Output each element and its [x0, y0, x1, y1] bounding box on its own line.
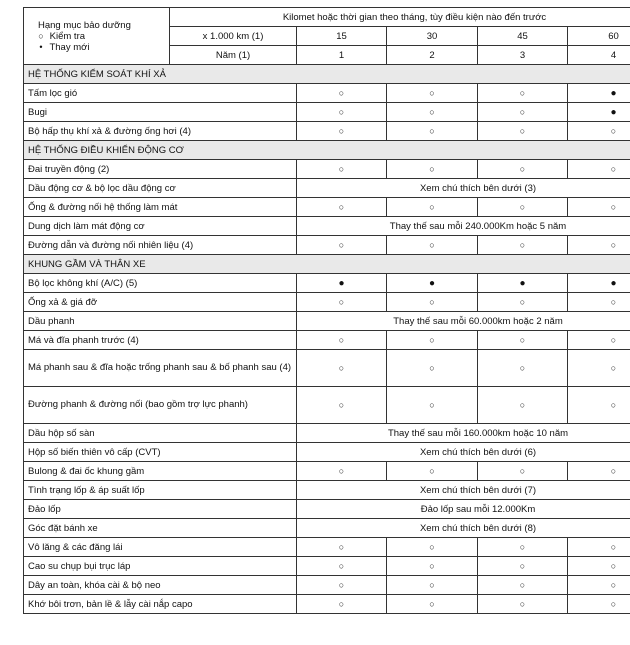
schedule-mark-cell	[568, 236, 630, 255]
interval-note: Xem chú thích bên dưới (8)	[297, 519, 630, 538]
schedule-mark-cell	[387, 84, 478, 103]
item-label: Má và đĩa phanh trước (4)	[24, 331, 297, 350]
table-row	[24, 198, 630, 217]
inspect-circle-icon: ○	[338, 579, 345, 590]
inspect-circle-icon: ○	[610, 465, 617, 476]
schedule-mark-cell	[297, 236, 387, 255]
table-row	[24, 557, 630, 576]
schedule-mark-cell	[297, 331, 387, 350]
interval-note: Xem chú thích bên dưới (3)	[297, 179, 630, 198]
schedule-mark-cell	[387, 160, 478, 179]
schedule-mark-cell	[387, 350, 478, 387]
year-value: 1	[297, 46, 387, 65]
item-label: Đảo lốp	[24, 500, 297, 519]
header-row-title	[24, 8, 630, 27]
inspect-circle-icon: ○	[429, 465, 435, 476]
schedule-mark-cell	[297, 557, 387, 576]
section-header-row	[24, 255, 630, 274]
replace-dot-icon: ●	[519, 277, 526, 289]
item-label: Dây an toàn, khóa cài & bộ neo	[24, 576, 297, 595]
schedule-mark-cell	[568, 160, 630, 179]
schedule-mark-cell	[297, 160, 387, 179]
inspect-circle-icon: ○	[519, 296, 526, 307]
schedule-mark-cell	[387, 576, 478, 595]
inspect-circle-icon: ○	[519, 362, 526, 373]
schedule-mark-cell	[478, 538, 568, 557]
schedule-mark-cell	[478, 84, 568, 103]
inspect-circle-icon: ○	[429, 87, 435, 98]
table-row	[24, 462, 630, 481]
interval-note: Xem chú thích bên dưới (6)	[297, 443, 630, 462]
inspect-circle-icon: ○	[429, 362, 435, 373]
replace-dot-icon: •	[39, 41, 43, 52]
inspect-circle-icon: ○	[429, 399, 435, 410]
schedule-mark-cell	[568, 462, 630, 481]
inspect-circle-icon: ○	[338, 296, 345, 307]
schedule-mark-cell	[478, 387, 568, 424]
inspect-circle-icon: ○	[610, 201, 617, 212]
schedule-mark-cell	[478, 350, 568, 387]
inspect-circle-icon: ○	[429, 163, 435, 174]
inspect-circle-icon: ○	[338, 163, 345, 174]
item-label: Bugi	[24, 103, 297, 122]
inspect-circle-icon: ○	[519, 163, 526, 174]
schedule-mark-cell	[568, 576, 630, 595]
legend-replace	[35, 42, 165, 53]
inspect-circle-icon: ○	[429, 598, 435, 609]
table-row	[24, 293, 630, 312]
table-row	[24, 179, 630, 198]
schedule-mark-cell	[387, 595, 478, 614]
table-row	[24, 500, 630, 519]
inspect-circle-icon: ○	[610, 579, 617, 590]
interval-note: Thay thế sau mỗi 160.000km hoặc 10 năm	[297, 424, 630, 443]
schedule-mark-cell	[568, 538, 630, 557]
item-label: Bộ lọc không khí (A/C) (5)	[24, 274, 297, 293]
item-label: Đường dẫn và đường nối nhiên liệu (4)	[24, 236, 297, 255]
table-row	[24, 519, 630, 538]
inspect-circle-icon: ○	[338, 362, 345, 373]
schedule-mark-cell	[568, 557, 630, 576]
section-title: HỆ THỐNG KIỂM SOÁT KHÍ XẢ	[24, 65, 630, 84]
inspect-circle-icon: ○	[519, 334, 526, 345]
inspect-circle-icon: ○	[338, 87, 345, 98]
inspect-circle-icon: ○	[519, 579, 526, 590]
inspect-circle-icon: ○	[610, 362, 617, 373]
item-label: Cao su chụp bụi trục láp	[24, 557, 297, 576]
section-title: HỆ THỐNG ĐIỀU KHIỂN ĐỘNG CƠ	[24, 141, 630, 160]
schedule-mark-cell	[297, 122, 387, 141]
schedule-mark-cell	[387, 331, 478, 350]
table-row	[24, 538, 630, 557]
schedule-mark-cell	[478, 293, 568, 312]
schedule-mark-cell	[297, 84, 387, 103]
schedule-mark-cell	[387, 236, 478, 255]
inspect-circle-icon: ○	[338, 125, 345, 136]
item-label: Bulong & đai ốc khung gầm	[24, 462, 297, 481]
inspect-circle-icon: ○	[610, 239, 617, 250]
item-label: Góc đặt bánh xe	[24, 519, 297, 538]
table-row	[24, 481, 630, 500]
schedule-mark-cell	[478, 462, 568, 481]
inspect-circle-icon: ○	[429, 334, 435, 345]
inspect-circle-icon: ○	[338, 239, 345, 250]
replace-dot-icon: ●	[610, 87, 617, 99]
year-label: Năm (1)	[170, 46, 297, 65]
schedule-mark-cell	[568, 387, 630, 424]
km-value: 30	[387, 27, 478, 46]
schedule-mark-cell	[478, 198, 568, 217]
table-row	[24, 331, 630, 350]
schedule-mark-cell	[387, 198, 478, 217]
inspect-circle-icon: ○	[429, 201, 435, 212]
interval-note: Thay thế sau mỗi 60.000km hoặc 2 năm	[297, 312, 630, 331]
legend-inspect	[35, 31, 165, 42]
interval-note: Xem chú thích bên dưới (7)	[297, 481, 630, 500]
legend-cell	[24, 8, 170, 65]
inspect-circle-icon: ○	[429, 296, 435, 307]
legend-title: Hạng mục bảo dưỡng	[38, 19, 131, 31]
inspect-circle-icon: ○	[519, 541, 526, 552]
item-label: Ống & đường nối hệ thống làm mát	[24, 198, 297, 217]
inspect-circle-icon: ○	[429, 239, 435, 250]
table-row	[24, 217, 630, 236]
schedule-mark-cell	[568, 595, 630, 614]
inspect-circle-icon: ○	[338, 201, 345, 212]
schedule-mark-cell	[387, 387, 478, 424]
table-row	[24, 122, 630, 141]
schedule-mark-cell	[568, 350, 630, 387]
schedule-mark-cell	[478, 122, 568, 141]
table-row	[24, 84, 630, 103]
schedule-mark-cell	[387, 462, 478, 481]
item-label: Dung dịch làm mát động cơ	[24, 217, 297, 236]
inspect-circle-icon: ○	[519, 598, 526, 609]
km-value: 60	[568, 27, 630, 46]
inspect-circle-icon: ○	[519, 399, 526, 410]
km-value: 15	[297, 27, 387, 46]
table-row	[24, 236, 630, 255]
section-title: KHUNG GẦM VÀ THÂN XE	[24, 255, 630, 274]
inspect-circle-icon: ○	[610, 334, 617, 345]
schedule-mark-cell	[478, 274, 568, 293]
schedule-mark-cell	[297, 103, 387, 122]
inspect-circle-icon: ○	[429, 106, 435, 117]
km-value: 45	[478, 27, 568, 46]
inspect-circle-icon: ○	[429, 125, 435, 136]
table-row	[24, 103, 630, 122]
schedule-mark-cell	[568, 293, 630, 312]
schedule-mark-cell	[478, 236, 568, 255]
year-value: 3	[478, 46, 568, 65]
inspect-circle-icon: ○	[610, 560, 617, 571]
schedule-mark-cell	[297, 462, 387, 481]
replace-dot-icon: ●	[610, 106, 617, 118]
item-label: Má phanh sau & đĩa hoặc trống phanh sau & bố phanh sau (4)	[24, 350, 297, 387]
table-row	[24, 160, 630, 179]
replace-dot-icon: ●	[428, 277, 436, 289]
period-title: Kilomet hoặc thời gian theo tháng, tùy điều kiện nào đến trước	[170, 8, 630, 27]
table-row	[24, 350, 630, 387]
interval-note: Thay thế sau mỗi 240.000Km hoặc 5 năm	[297, 217, 630, 236]
inspect-circle-icon: ○	[519, 201, 526, 212]
schedule-mark-cell	[387, 122, 478, 141]
schedule-mark-cell	[297, 387, 387, 424]
inspect-circle-icon: ○	[338, 106, 345, 117]
table-row	[24, 312, 630, 331]
inspect-circle-icon: ○	[519, 125, 526, 136]
item-label: Tấm lọc gió	[24, 84, 297, 103]
schedule-mark-cell	[478, 103, 568, 122]
legend-inspect-label: Kiểm tra	[49, 30, 86, 42]
item-label: Bộ hấp thụ khí xả & đường ống hơi (4)	[24, 122, 297, 141]
schedule-mark-cell	[478, 595, 568, 614]
interval-note: Đảo lốp sau mỗi 12.000Km	[297, 500, 630, 519]
item-label: Vô lăng & các đăng lái	[24, 538, 297, 557]
inspect-circle-icon: ○	[338, 334, 345, 345]
schedule-mark-cell	[297, 274, 387, 293]
inspect-circle-icon: ○	[429, 560, 435, 571]
replace-dot-icon: ●	[338, 277, 345, 289]
inspect-circle-icon: ○	[338, 560, 345, 571]
table-row	[24, 443, 630, 462]
inspect-circle-icon: ○	[429, 579, 435, 590]
item-label: Đường phanh & đường nối (bao gồm trợ lực phanh)	[24, 387, 297, 424]
schedule-mark-cell	[478, 557, 568, 576]
schedule-mark-cell	[568, 103, 630, 122]
year-value: 2	[387, 46, 478, 65]
schedule-mark-cell	[297, 350, 387, 387]
schedule-mark-cell	[478, 160, 568, 179]
km-label: x 1.000 km (1)	[170, 27, 297, 46]
schedule-mark-cell	[478, 576, 568, 595]
schedule-mark-cell	[568, 331, 630, 350]
inspect-circle-icon: ○	[610, 399, 617, 410]
table-row	[24, 595, 630, 614]
inspect-circle-icon: ○	[338, 399, 345, 410]
table-row	[24, 387, 630, 424]
schedule-mark-cell	[478, 331, 568, 350]
item-label: Dầu động cơ & bộ lọc dầu động cơ	[24, 179, 297, 198]
inspect-circle-icon: ○	[610, 125, 617, 136]
year-value: 4	[568, 46, 630, 65]
schedule-mark-cell	[297, 538, 387, 557]
schedule-mark-cell	[568, 274, 630, 293]
schedule-mark-cell	[568, 198, 630, 217]
schedule-mark-cell	[568, 122, 630, 141]
item-label: Dầu phanh	[24, 312, 297, 331]
schedule-mark-cell	[568, 84, 630, 103]
item-label: Dầu hộp số sàn	[24, 424, 297, 443]
inspect-circle-icon: ○	[429, 541, 435, 552]
inspect-circle-icon: ○	[610, 296, 617, 307]
item-label: Hộp số biến thiên vô cấp (CVT)	[24, 443, 297, 462]
replace-dot-icon: ●	[610, 277, 617, 289]
item-label: Đai truyền động (2)	[24, 160, 297, 179]
inspect-circle-icon: ○	[610, 163, 617, 174]
table-row	[24, 576, 630, 595]
inspect-circle-icon: ○	[38, 30, 44, 41]
schedule-mark-cell	[297, 576, 387, 595]
inspect-circle-icon: ○	[610, 541, 617, 552]
schedule-mark-cell	[297, 293, 387, 312]
schedule-mark-cell	[387, 274, 478, 293]
section-header-row	[24, 141, 630, 160]
inspect-circle-icon: ○	[338, 541, 345, 552]
inspect-circle-icon: ○	[338, 465, 345, 476]
item-label: Khớ bôi trơn, bản lề & lẫy cài nắp capo	[24, 595, 297, 614]
schedule-mark-cell	[387, 103, 478, 122]
legend-replace-label: Thay mới	[49, 41, 90, 53]
inspect-circle-icon: ○	[519, 106, 526, 117]
schedule-mark-cell	[297, 198, 387, 217]
inspect-circle-icon: ○	[519, 560, 526, 571]
inspect-circle-icon: ○	[519, 87, 526, 98]
item-label: Ống xả & giá đỡ	[24, 293, 297, 312]
schedule-mark-cell	[387, 538, 478, 557]
inspect-circle-icon: ○	[338, 598, 345, 609]
section-header-row	[24, 65, 630, 84]
inspect-circle-icon: ○	[519, 465, 526, 476]
inspect-circle-icon: ○	[610, 598, 617, 609]
table-row	[24, 424, 630, 443]
table-row	[24, 274, 630, 293]
maintenance-schedule-table	[23, 7, 630, 614]
schedule-mark-cell	[297, 595, 387, 614]
item-label: Tình trạng lốp & áp suất lốp	[24, 481, 297, 500]
schedule-mark-cell	[387, 557, 478, 576]
inspect-circle-icon: ○	[519, 239, 526, 250]
schedule-mark-cell	[387, 293, 478, 312]
